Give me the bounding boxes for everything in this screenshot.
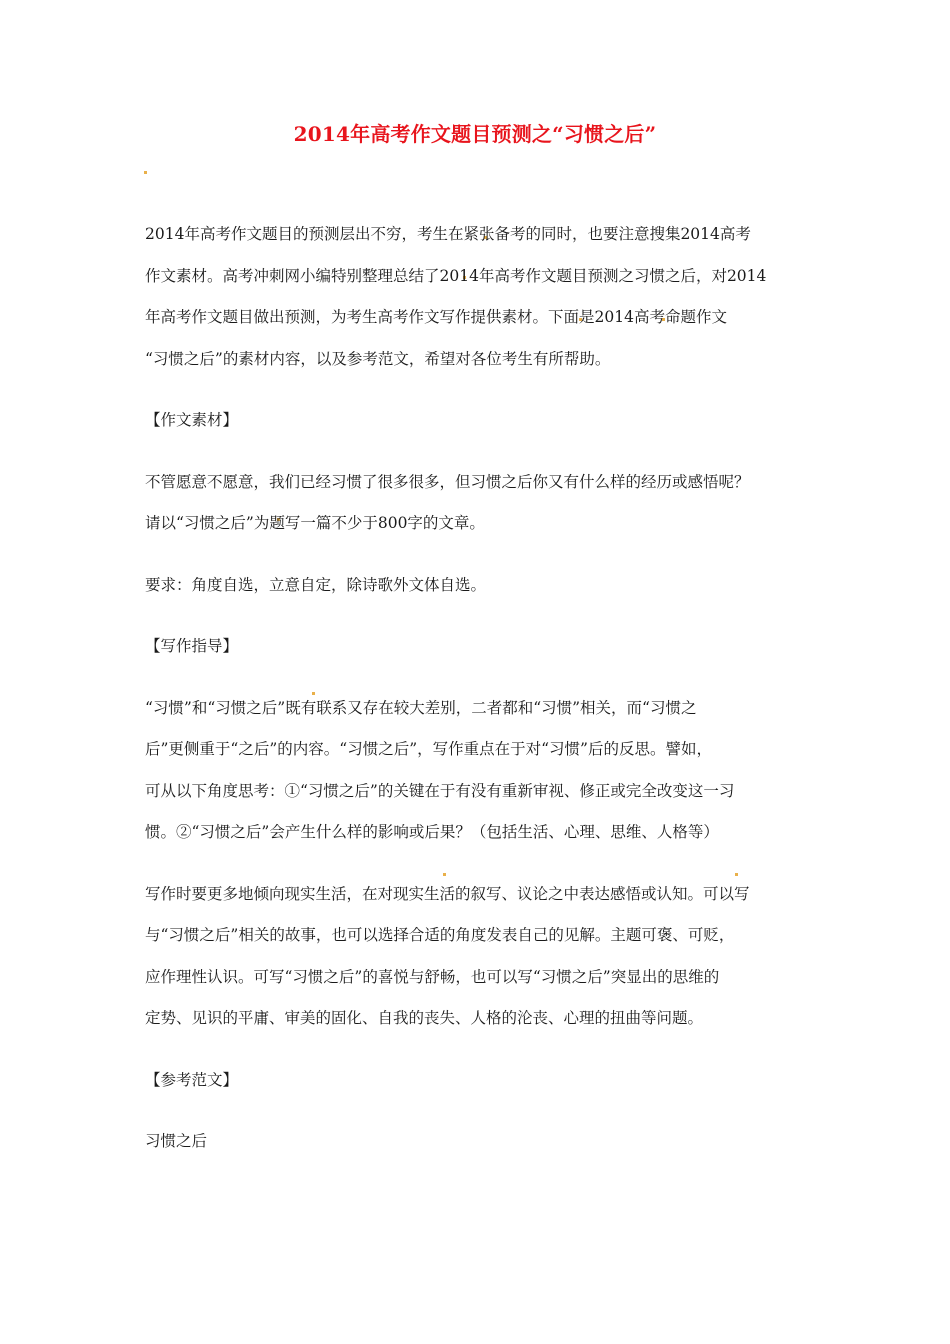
document-body xyxy=(145,214,810,1183)
paragraph-line: 不管愿意不愿意，我们已经习惯了很多很多，但习惯之后你又有什么样的经历或感悟呢？ xyxy=(145,472,750,491)
material-paragraph xyxy=(145,462,810,545)
paragraph-line: 作文素材。高考冲刺网小编特别整理总结了2014年高考作文题目预测之习惯之后，对2014 xyxy=(145,266,767,285)
paragraph-line: 与“习惯之后”相关的故事，也可以选择合适的角度发表自己的见解。主题可褒、可贬， xyxy=(145,926,735,944)
paragraph-line: 应作理性认识。可写“习惯之后”的喜悦与舒畅，也可以写“习惯之后”突显出的思维的 xyxy=(145,967,720,986)
section-heading-sample: 【参考范文】 xyxy=(145,1070,239,1089)
paragraph-line: 2014年高考作文题目的预测层出不穷，考生在紧张备考的同时，也要注意搜集2014高考 xyxy=(145,225,751,243)
sample-essay-title: 习惯之后 xyxy=(145,1132,208,1150)
paragraph-line: 后”更侧重于“之后”的内容。“习惯之后”，写作重点在于对“习惯”后的反思。譬如， xyxy=(145,740,712,758)
guide-paragraph xyxy=(145,688,810,854)
paragraph-line: 年高考作文题目做出预测，为考生高考作文写作提供素材。下面是2014高考命题作文 xyxy=(145,308,727,326)
paragraph-line: 定势、见识的平庸、审美的固化、自我的丧失、人格的沦丧、心理的扭曲等问题。 xyxy=(145,1009,704,1027)
paragraph-line: 写作时要更多地倾向现实生活，在对现实生活的叙写、议论之中表达感悟或认知。可以写 xyxy=(145,884,750,903)
stray-mark xyxy=(144,171,147,174)
section-heading-guide: 【写作指导】 xyxy=(145,637,239,655)
section-heading-material: 【作文素材】 xyxy=(145,411,239,429)
paragraph-line: 可从以下角度思考：①“习惯之后”的关键在于有没有重新审视、修正或完全改变这一习 xyxy=(145,781,735,800)
paragraph-line: 惯。②“习惯之后”会产生什么样的影响或后果？（包括生活、心理、思维、人格等） xyxy=(145,823,719,841)
document-title: 2014年高考作文题目预测之“习惯之后” xyxy=(293,122,657,146)
paragraph-line: “习惯”和“习惯之后”既有联系又存在较大差别，二者都和“习惯”相关，而“习惯之 xyxy=(145,698,697,717)
paragraph-line: 请以“习惯之后”为题写一篇不少于800字的文章。 xyxy=(145,514,485,532)
guide-paragraph-2 xyxy=(145,874,810,1040)
requirement-paragraph: 要求：角度自选，立意自定，除诗歌外文体自选。 xyxy=(145,575,487,594)
intro-paragraph xyxy=(145,214,810,380)
paragraph-line: “习惯之后”的素材内容，以及参考范文，希望对各位考生有所帮助。 xyxy=(145,349,611,368)
